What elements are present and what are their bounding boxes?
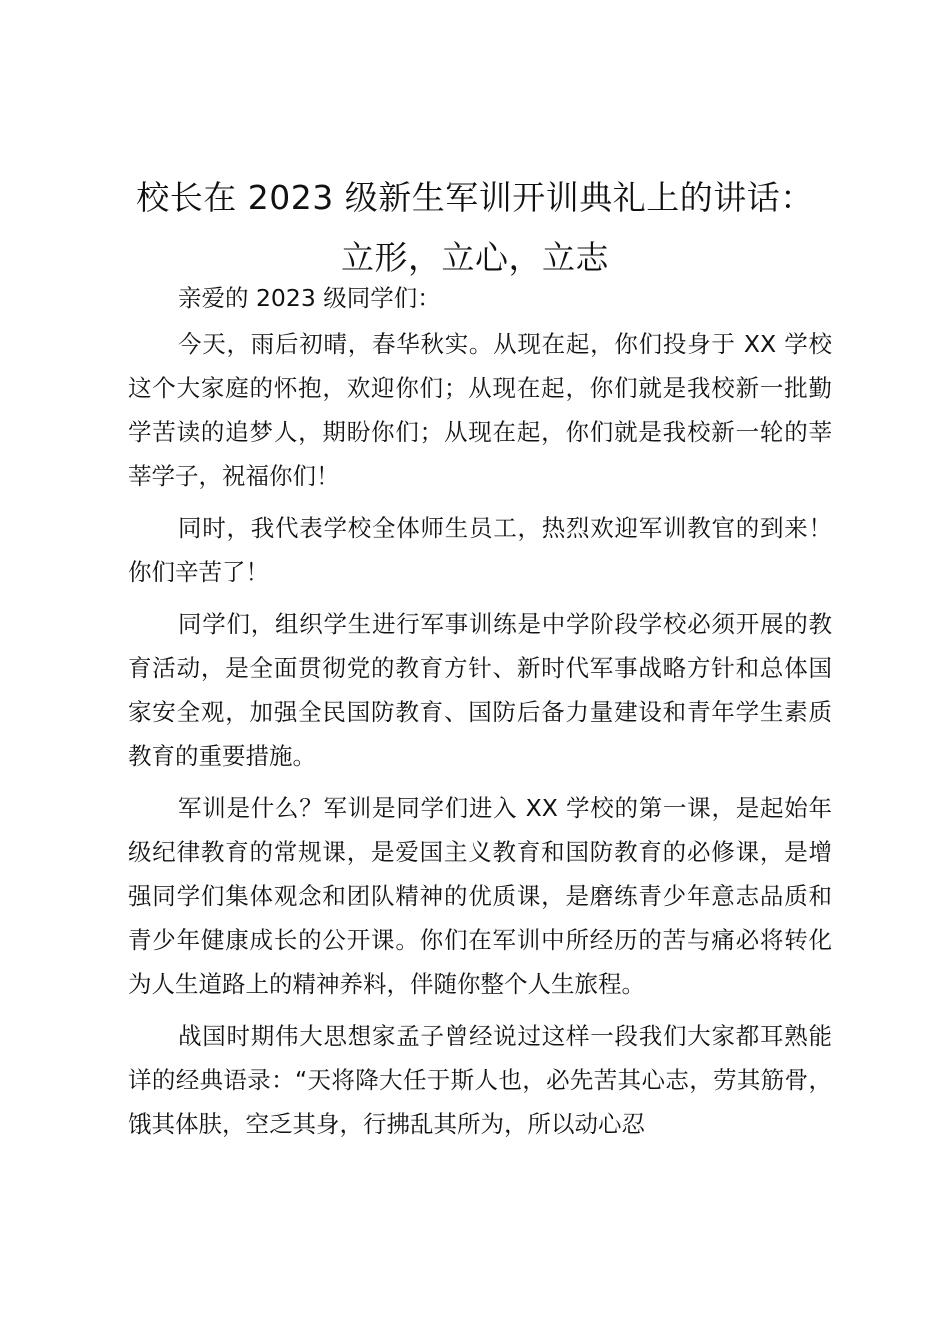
paragraph-what-is-training: 军训是什么？军训是同学们进入 XX 学校的第一课，是起始年级纪律教育的常规课，是爱国主义教育和国防教育的必修课，是增强同学们集体观念和团队精神的优质课，是磨练青少年意志品质和青少年健康成长的公开课。你们在军训中所经历的苦与痛必将转化为人生道路上的精神养料，伴随你整个人生旅程。: [128, 794, 832, 998]
title-line-1: 校长在 2023 级新生军训开训典礼上的讲话：: [136, 178, 814, 217]
paragraph-mencius-quote: 战国时期伟大思想家孟子曾经说过这样一段我们大家都耳熟能详的经典语录：“天将降大任于斯人也，必先苦其心志，劳其筋骨，饿其体肤，空乏其身，行拂乱其所为，所以动心忍: [128, 1022, 832, 1138]
paragraph-purpose: 同学们，组织学生进行军事训练是中学阶段学校必须开展的教育活动，是全面贯彻党的教育方针、新时代军事战略方针和总体国家安全观，加强全民国防教育、国防后备力量建设和青年学生素质教育的重要措施。: [128, 610, 832, 770]
document-title: [118, 168, 832, 288]
salutation: 亲爱的 2023 级同学们：: [178, 284, 441, 312]
document-body: [128, 276, 832, 1146]
title-line-2: 立形，立心，立志: [341, 238, 609, 277]
paragraph-instructors: 同时，我代表学校全体师生员工，热烈欢迎军训教官的到来！你们辛苦了！: [128, 514, 832, 586]
paragraph-welcome: 今天，雨后初晴，春华秋实。从现在起，你们投身于 XX 学校这个大家庭的怀抱，欢迎你们；从现在起，你们就是我校新一批勤学苦读的追梦人，期盼你们；从现在起，你们就是我校新一轮的莘莘学子，祝福你们！: [128, 330, 832, 490]
